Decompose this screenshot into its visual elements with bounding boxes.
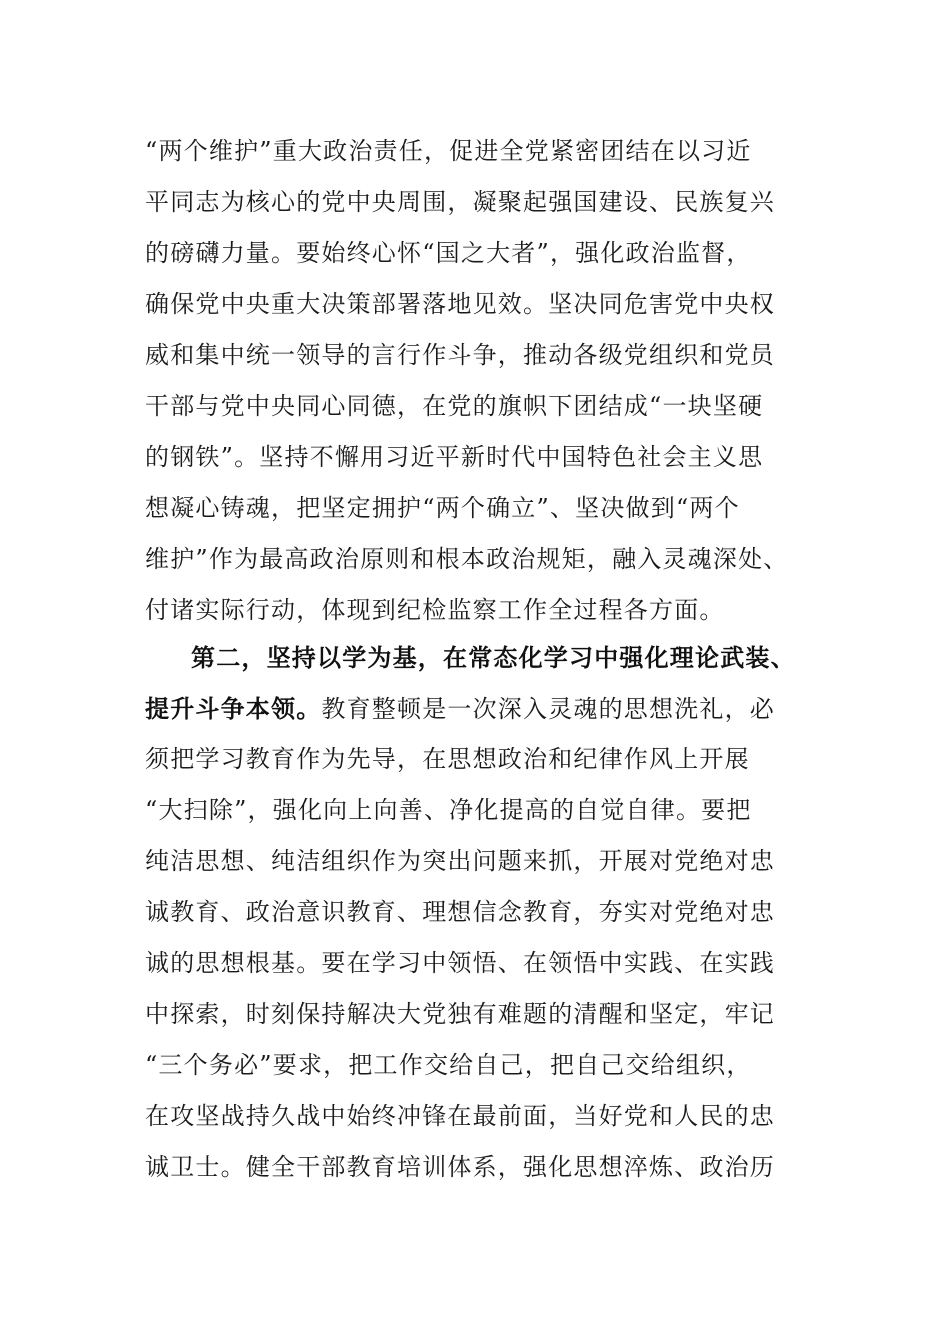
paragraph-line: 诚的思想根基。要在学习中领悟、在领悟中实践、在实践 — [145, 949, 775, 977]
paragraph-line: 维护”作为最高政治原则和根本政治规矩，融入灵魂深处、 — [145, 545, 789, 573]
paragraph-line: 须把学习教育作为先导，在思想政治和纪律作风上开展 — [145, 745, 750, 773]
paragraph-line: 干部与党中央同心同德，在党的旗帜下团结成“一块坚硬 — [145, 392, 764, 420]
paragraph-line: 确保党中央重大决策部署落地见效。坚决同危害党中央权 — [145, 290, 775, 318]
paragraph-line: 的磅礴力量。要始终心怀“国之大者”，强化政治监督， — [145, 239, 752, 267]
paragraph-line: 平同志为核心的党中央周围，凝聚起强国建设、民族复兴 — [145, 188, 775, 216]
paragraph-line — [145, 683, 835, 734]
paragraph-line: 诚教育、政治意识教育、理想信念教育，夯实对党绝对忠 — [145, 898, 775, 926]
paragraph-line: 付诸实际行动，体现到纪检监察工作全过程各方面。 — [145, 596, 725, 624]
paragraph-line: “三个务必”要求，把工作交给自己，把自己交给组织， — [145, 1051, 752, 1079]
paragraph-line: 的钢铁”。坚持不懈用习近平新时代中国特色社会主义思 — [145, 443, 764, 471]
paragraph-line: 想凝心铸魂，把坚定拥护“两个确立”、坚决做到“两个 — [145, 494, 740, 522]
paragraph-line: 中探索，时刻保持解决大党独有难题的清醒和坚定，牢记 — [145, 1000, 775, 1028]
paragraph-line: 在攻坚战持久战中始终冲锋在最前面，当好党和人民的忠 — [145, 1102, 775, 1130]
paragraph-line: 纯洁思想、纯洁组织作为突出问题来抓，开展对党绝对忠 — [145, 847, 775, 875]
section-heading: 第二，坚持以学为基，在常态化学习中强化理论武装、 — [191, 643, 796, 672]
paragraph-line: “大扫除”，强化向上向善、净化提高的自觉自律。要把 — [145, 796, 752, 824]
paragraph-line: “两个维护”重大政治责任，促进全党紧密团结在以习近 — [145, 137, 752, 165]
paragraph-line: 威和集中统一领导的言行作斗争，推动各级党组织和党员 — [145, 341, 775, 369]
paragraph-2 — [145, 632, 835, 1193]
section-heading-continued: 提升斗争本领。 — [145, 694, 322, 723]
paragraph-line: 诚卫士。健全干部教育培训体系，强化思想淬炼、政治历 — [145, 1153, 775, 1181]
paragraph-1 — [145, 126, 835, 636]
paragraph-text: 教育整顿是一次深入灵魂的思想洗礼，必 — [321, 695, 776, 723]
